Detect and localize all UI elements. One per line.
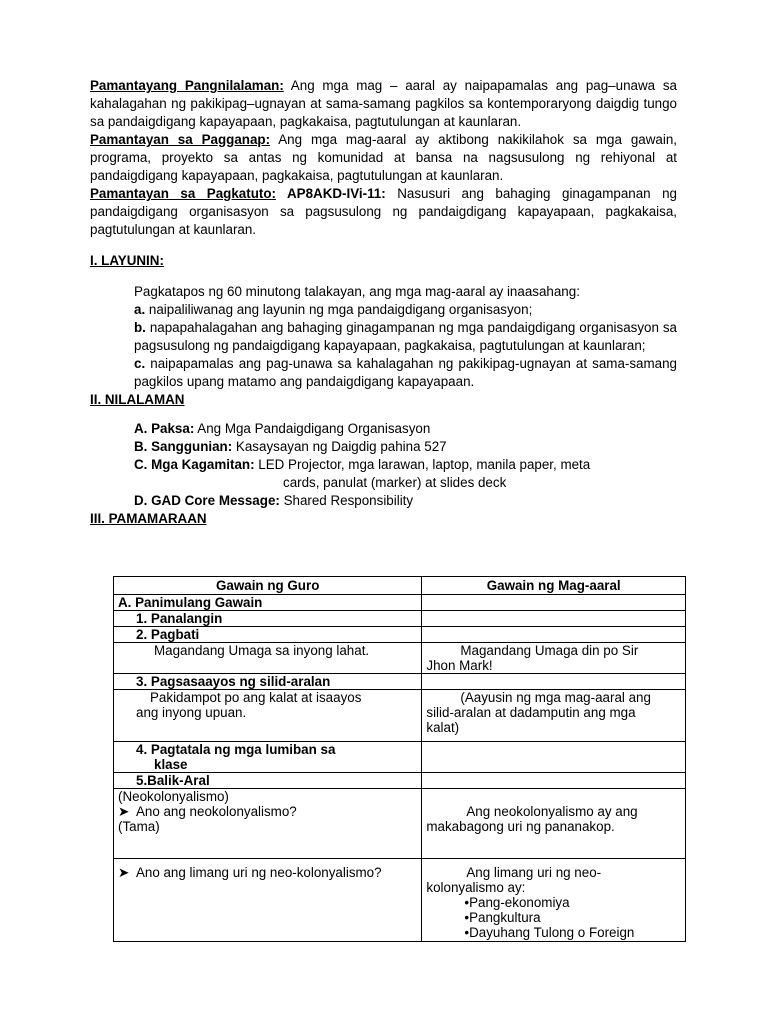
list-item: •Dayuhang Tulong o Foreign — [464, 925, 635, 940]
pagbati-guro-cell: Magandang Umaga sa inyong lahat. — [114, 643, 422, 674]
arrow-bullet-icon: ➤ — [118, 804, 130, 819]
pagsasaayos-cell: 3. Pagsasaayos ng silid-aralan — [114, 674, 422, 690]
panalangin-cell: 1. Panalangin — [114, 611, 422, 627]
standard-learning — [90, 185, 677, 239]
nilalaman-kagamitan-cont: cards, panulat (marker) at slides deck — [283, 475, 507, 490]
balik-aral-cell: 5.Balik-Aral — [114, 773, 422, 789]
pamamaraan-heading: III. PAMAMARAAN — [90, 511, 207, 526]
layunin-item-a: a. naipaliliwanag ang layunin ng mga pandaigdigang organisasyon; — [134, 302, 533, 317]
standard-learning-text: Nasusuri ang bahaging ginagampanan ng pandaigdigang organisasyon sa pagsusulong ng pandaigdigang kapayapaan, pagkakaisa, pagtutulungan at kaunlaran. — [90, 186, 677, 237]
pagsasaayos-guro-cell: Pakidampot po ang kalat at isaayos ang inyong upuan. — [114, 690, 422, 742]
table-row — [114, 742, 686, 773]
col-magaaral-header: Gawain ng Mag-aaral — [422, 577, 686, 595]
nilalaman-heading: II. NILALAMAN — [90, 392, 185, 407]
standard-learning-label: Pamantayan sa Pagkatuto: — [90, 186, 276, 201]
pamamaraan-table — [113, 576, 686, 942]
layunin-list — [90, 283, 677, 391]
neo-tanong-cell: (Neokolonyalismo) ➤ Ano ang neokolonyalismo? (Tama) — [114, 789, 422, 859]
col-guro-header: Gawain ng Guro — [114, 577, 422, 595]
nilalaman-kagamitan: C. Mga Kagamitan: LED Projector, mga larawan, laptop, manila paper, meta — [134, 457, 591, 472]
layunin-item-c: c. naipapamalas ang pag-unawa sa kahalagahan ng pakikipag-ugnayan at sama-samang pagkilos upang matamo ang pandaigdigang kapayapaan. — [134, 356, 677, 389]
list-item: •Pang-ekonomiya — [464, 895, 570, 910]
standard-performance-text: Ang mga mag-aaral ay aktibong nakikilahok sa mga gawain, programa, proyekto sa antas ng komunidad at bansa na nagsusulong ng rehiyonal at pandaigdigang kapayapaan, pagkakaisa, pagtutulungan at kaunlaran. — [90, 132, 678, 183]
table-row — [114, 690, 686, 742]
pagtatala-cell: 4. Pagtatala ng mga lumiban sa klase — [114, 742, 422, 773]
layunin-intro: Pagkatapos ng 60 minutong talakayan, ang mga mag-aaral ay inaasahang: — [134, 284, 580, 299]
uri-sagot-cell: Ang limang uri ng neo- kolonyalismo ay: •Pang-ekonomiya •Pangkultura •Dayuhang Tulong o Foreign — [422, 859, 686, 942]
list-item: •Pangkultura — [464, 910, 541, 925]
table-row — [114, 789, 686, 859]
lesson-plan-page — [90, 77, 677, 528]
panimula-cell: A. Panimulang Gawain — [114, 595, 422, 611]
table-row — [114, 773, 686, 789]
standard-content — [90, 77, 677, 131]
nilalaman-gad: D. GAD Core Message: Shared Responsibility — [134, 493, 414, 508]
table-row — [114, 611, 686, 627]
arrow-bullet-icon: ➤ — [118, 865, 130, 880]
table-row — [114, 627, 686, 643]
standard-performance — [90, 131, 677, 185]
pagsasaayos-sagot-cell: (Aayusin ng mga mag-aaral ang silid-aralan at dadamputin ang mga kalat) — [422, 690, 686, 742]
layunin-item-b: b. napapahalagahan ang bahaging ginagampanan ng mga pandaigdigang organisasyon sa pagsusulong ng pandaigdigang kapayapaan, pagkakaisa, pagtutulungan at kaunlaran; — [134, 320, 677, 353]
uri-tanong-cell: ➤ Ano ang limang uri ng neo-kolonyalismo? — [114, 859, 422, 942]
table-row — [114, 859, 686, 942]
table-row — [114, 643, 686, 674]
table-row — [114, 595, 686, 611]
pagbati-cell: 2. Pagbati — [114, 627, 422, 643]
layunin-heading: I. LAYUNIN: — [90, 253, 164, 268]
neo-sagot-cell: Ang neokolonyalismo ay ang makabagong uri ng pananakop. — [422, 789, 686, 859]
standard-content-text: Ang mga mag – aaral ay naipapamalas ang pag–unawa sa kahalagahan ng pakikipag–ugnayan at sama-samang pagkilos sa kontemporaryong daigdig tungo sa pandaigdigang kapayapaan, pagkakaisa, pagtutulungan at kaunlaran. — [90, 78, 677, 129]
nilalaman-sanggunian: B. Sanggunian: Kasaysayan ng Daigdig pahina 527 — [134, 439, 447, 454]
standard-content-label: Pamantayang Pangnilalaman: — [90, 78, 284, 93]
table-row — [114, 674, 686, 690]
table-header-row — [114, 577, 686, 595]
nilalaman-paksa: A. Paksa: Ang Mga Pandaigdigang Organisasyon — [134, 421, 431, 436]
standard-performance-label: Pamantayan sa Pagganap: — [90, 132, 271, 147]
standard-learning-code: AP8AKD-IVi-11: — [275, 186, 386, 201]
pagbati-sagot-cell: Magandang Umaga din po Sir Jhon Mark! — [422, 643, 686, 674]
nilalaman-list — [90, 420, 677, 510]
